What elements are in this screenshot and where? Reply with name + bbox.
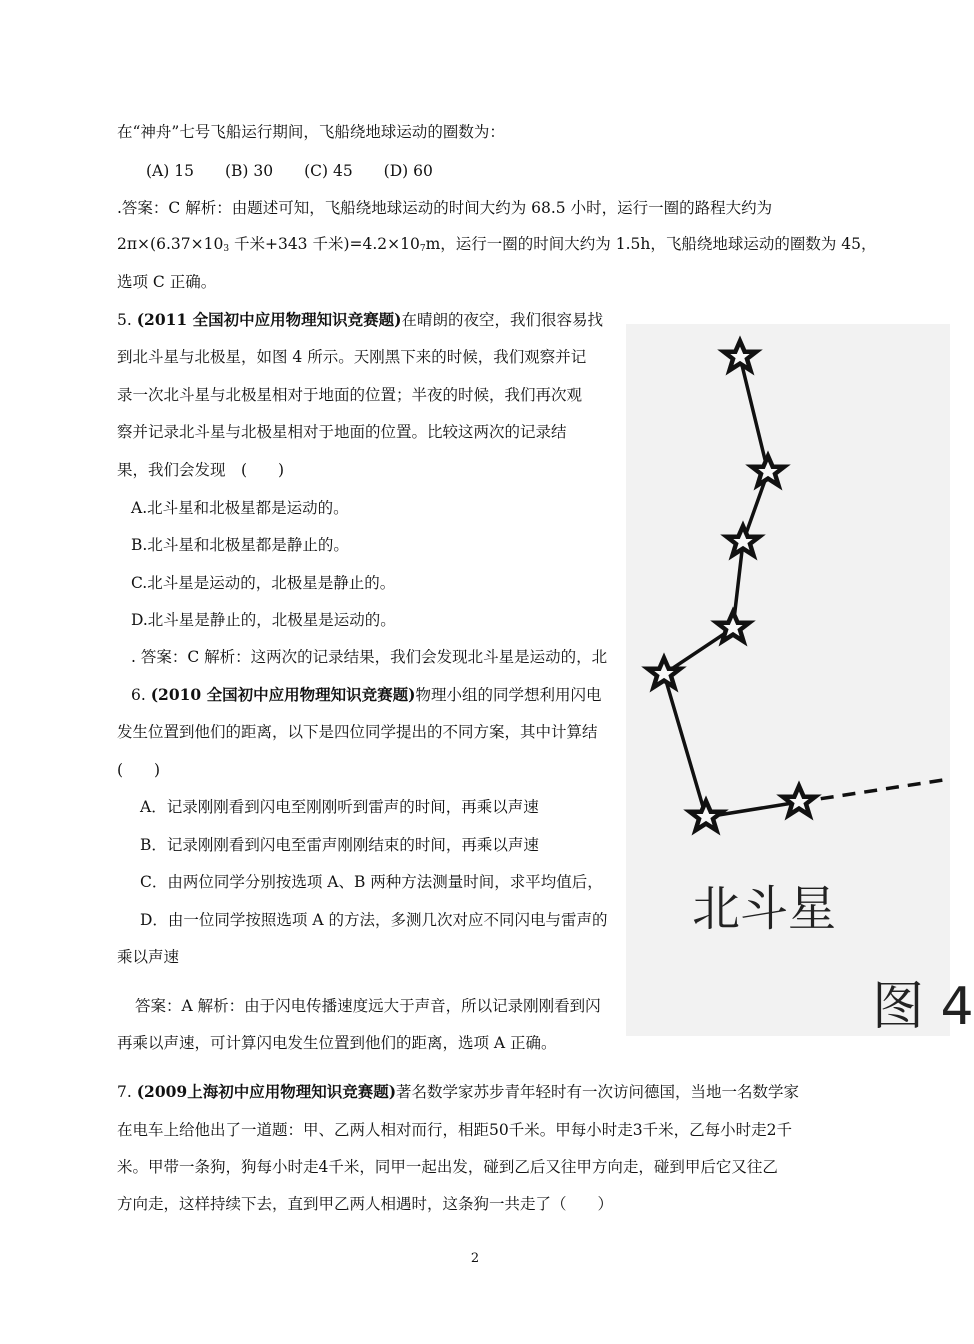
text-line-q5: 到北斗星与北极星，如图 4 所示。天刚黑下来的时候，我们观察并记: [117, 348, 587, 366]
page-number: 2: [470, 1251, 480, 1266]
text-line-q4-conclusion: 选项 C 正确。: [117, 273, 217, 291]
big-dipper-figure: [626, 324, 974, 1037]
text-line-q5: 察并记录北斗星与北极星相对于地面的位置。比较这两次的记录结: [117, 423, 567, 441]
option-c: C．由两位同学分别按选项 A、B 两种方法测量时间，求平均值后，: [140, 873, 603, 891]
pointer-dashed-line: [799, 779, 950, 802]
text-line-q6: 乘以声速: [117, 948, 180, 966]
text-line-q4-options: (A) 15 (B) 30 (C) 45 (D) 60: [146, 162, 433, 180]
text-line-q5: 果，我们会发现 ( ): [117, 461, 285, 479]
question-text: 在晴朗的夜空，我们很容易找: [401, 311, 603, 329]
constellation-line: [664, 357, 799, 817]
figure-caption: 图 4: [872, 977, 974, 1037]
option-d: D.北斗星是静止的，北极星是运动的。: [131, 611, 396, 629]
option-b: B．记录刚刚看到闪电至雷声刚刚结束的时间，再乘以声速: [140, 836, 539, 854]
star-icon: [648, 658, 680, 687]
text-line-q4-formula: [117, 233, 877, 258]
option-b: B.北斗星和北极星都是静止的。: [131, 536, 349, 554]
question-text: 物理小组的同学想利用闪电: [415, 686, 602, 704]
text-line-q7: 方向走，这样持续下去，直到甲乙两人相遇时，这条狗一共走了（ ）: [117, 1195, 614, 1213]
option-c: C.北斗星是运动的，北极星是静止的。: [131, 574, 396, 592]
text-line-q4-answer: .答案：C 解析：由题述可知，飞船绕地球运动的时间大约为 68.5 小时，运行一圈的路程大约为: [117, 199, 773, 217]
star-icon: [690, 801, 722, 830]
text-line-q6-heading: [131, 684, 601, 706]
text-line-q6-blank: ( ): [117, 761, 161, 779]
star-icon: [724, 341, 756, 370]
text-line-q7: 在电车上给他出了一道题：甲、乙两人相对而行，相距50千米。甲每小时走3千米，乙每小时走2千: [117, 1121, 792, 1139]
option-d: D．由一位同学按照选项 A 的方法，多测几次对应不同闪电与雷声的: [140, 911, 608, 929]
question-source: (2010 全国初中应用物理知识竞赛题): [150, 685, 416, 704]
text-line-q5: 录一次北斗星与北极星相对于地面的位置；半夜的时候，我们再次观: [117, 386, 583, 404]
question-source: (2009上海初中应用物理知识竞赛题): [136, 1082, 397, 1101]
option-a: A.北斗星和北极星都是运动的。: [131, 499, 349, 517]
question-source: (2011 全国初中应用物理知识竞赛题): [136, 310, 402, 329]
formula-part: m，运行一圈的时间大约为 1.5h，飞船绕地球运动的圈数为 45，: [425, 235, 877, 253]
formula-part: 千米+343 千米)=4.2×10: [229, 235, 420, 253]
text-line-q5-heading: [117, 309, 603, 331]
text-line-q6-answer: 答案：A 解析：由于闪电传播速度远大于声音，所以记录刚刚看到闪: [135, 997, 601, 1015]
question-number: 6.: [131, 686, 151, 704]
star-icon: [752, 456, 784, 485]
formula-part: 2π×(6.37×10: [117, 235, 224, 253]
star-icon: [727, 526, 759, 555]
text-line-q7: 米。甲带一条狗，狗每小时走4千米，同甲一起出发，碰到乙后又往甲方向走，碰到甲后它又往乙: [117, 1158, 778, 1176]
text-line-q5-answer: . 答案：C 解析：这两次的记录结果，我们会发现北斗星是运动的，北: [131, 648, 608, 666]
superscript: 7: [419, 244, 426, 254]
star-icon: [783, 786, 815, 815]
text-line-q7-heading: [117, 1081, 799, 1103]
text-line-q4-stem: 在“神舟”七号飞船运行期间，飞船绕地球运动的圈数为：: [117, 123, 505, 141]
superscript: 3: [223, 244, 230, 254]
question-number: 7.: [117, 1083, 137, 1101]
figure-label: 北斗星: [692, 881, 837, 937]
text-line-q6-answer: 再乘以声速，可计算闪电发生位置到他们的距离，选项 A 正确。: [117, 1034, 557, 1052]
question-text: 著名数学家苏步青年轻时有一次访问德国，当地一名数学家: [396, 1083, 800, 1101]
question-number: 5.: [117, 311, 137, 329]
star-icon: [717, 612, 749, 641]
text-line-q6: 发生位置到他们的距离，以下是四位同学提出的不同方案，其中计算结: [117, 723, 598, 741]
option-a: A．记录刚刚看到闪电至刚刚听到雷声的时间，再乘以声速: [140, 798, 539, 816]
